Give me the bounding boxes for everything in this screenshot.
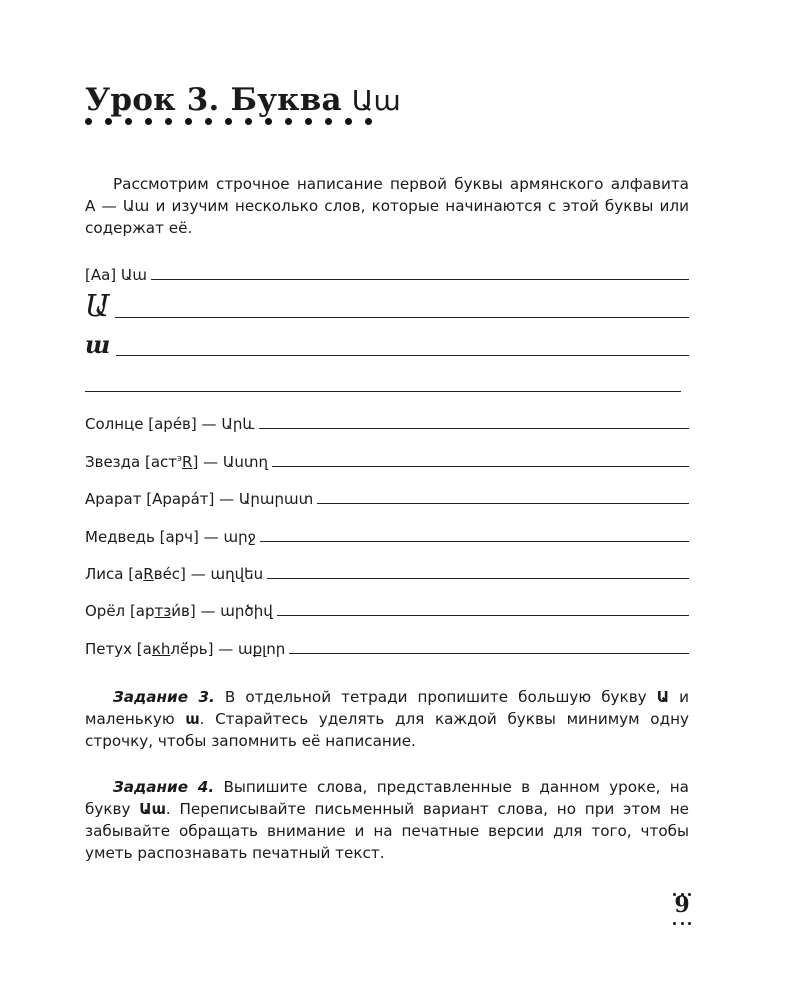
word-label: Арарат [Арара́т] — Արարատ bbox=[85, 490, 314, 508]
small-script-letter: ա bbox=[85, 330, 111, 359]
word-label: Лиса [аRве́с] — աղվես bbox=[85, 565, 264, 583]
word-row-sun bbox=[85, 411, 689, 433]
word-row-bear bbox=[85, 524, 689, 546]
practice-row-blank bbox=[85, 374, 681, 396]
lesson-title-letter: Աա bbox=[351, 84, 401, 117]
practice-row-small bbox=[85, 330, 689, 360]
writing-line bbox=[151, 278, 689, 280]
writing-line bbox=[259, 427, 690, 429]
lesson-title-text: Урок 3. Буква bbox=[85, 82, 342, 118]
writing-line bbox=[272, 465, 689, 467]
writing-line bbox=[116, 354, 689, 356]
word-label: Петух [акhлё́рь] — աքլոր bbox=[85, 640, 286, 658]
page-number: 9 bbox=[674, 892, 690, 918]
writing-line bbox=[267, 577, 689, 579]
page-number-dots-bottom bbox=[673, 922, 691, 925]
capital-script-letter: Ա bbox=[85, 289, 110, 324]
word-row-fox bbox=[85, 561, 689, 583]
word-label: Орёл [артзи́в] — արծիվ bbox=[85, 602, 273, 620]
practice-row-capital bbox=[85, 289, 689, 324]
word-label: Медведь [арч] — արջ bbox=[85, 528, 256, 546]
writing-line bbox=[277, 614, 689, 616]
writing-line bbox=[289, 652, 689, 654]
word-label: Звезда [аст$^э$R] — Աստղ bbox=[85, 453, 268, 471]
word-label: Солнце [аре́в] — Արև bbox=[85, 415, 255, 433]
word-row-rooster bbox=[85, 636, 689, 658]
task-3-paragraph: Задание 3. В отдельной тетради пропишите большую букву Ա и маленькую ա. Старайтесь уделять для каждой буквы минимум одну строчку, чтобы запомнить её написание. bbox=[85, 688, 689, 750]
lesson-title bbox=[85, 82, 401, 118]
writing-line bbox=[260, 540, 689, 542]
word-row-eagle bbox=[85, 598, 689, 620]
word-row-star bbox=[85, 449, 689, 471]
page bbox=[85, 0, 689, 1000]
practice-row-printed bbox=[85, 262, 689, 284]
task-4-paragraph: Задание 4. Выпишите слова, представленные в данном уроке, на букву Աա. Переписывайте письменный вариант слова, но при этом не забывайте обращать внимание и на печатные версии для того, чтобы уметь распознавать печатный текст. bbox=[85, 778, 690, 862]
intro-paragraph: Рассмотрим строчное написание первой буквы армянского алфавита А — Աա и изучим несколько слов, которые начинаются с этой буквы или содержат её. bbox=[85, 175, 689, 237]
title-dots bbox=[85, 118, 372, 125]
writing-line bbox=[115, 316, 689, 318]
practice-printed-label: [Aa] Աա bbox=[85, 266, 148, 284]
writing-line bbox=[317, 502, 689, 504]
writing-line bbox=[85, 390, 681, 392]
word-row-ararat bbox=[85, 486, 689, 508]
